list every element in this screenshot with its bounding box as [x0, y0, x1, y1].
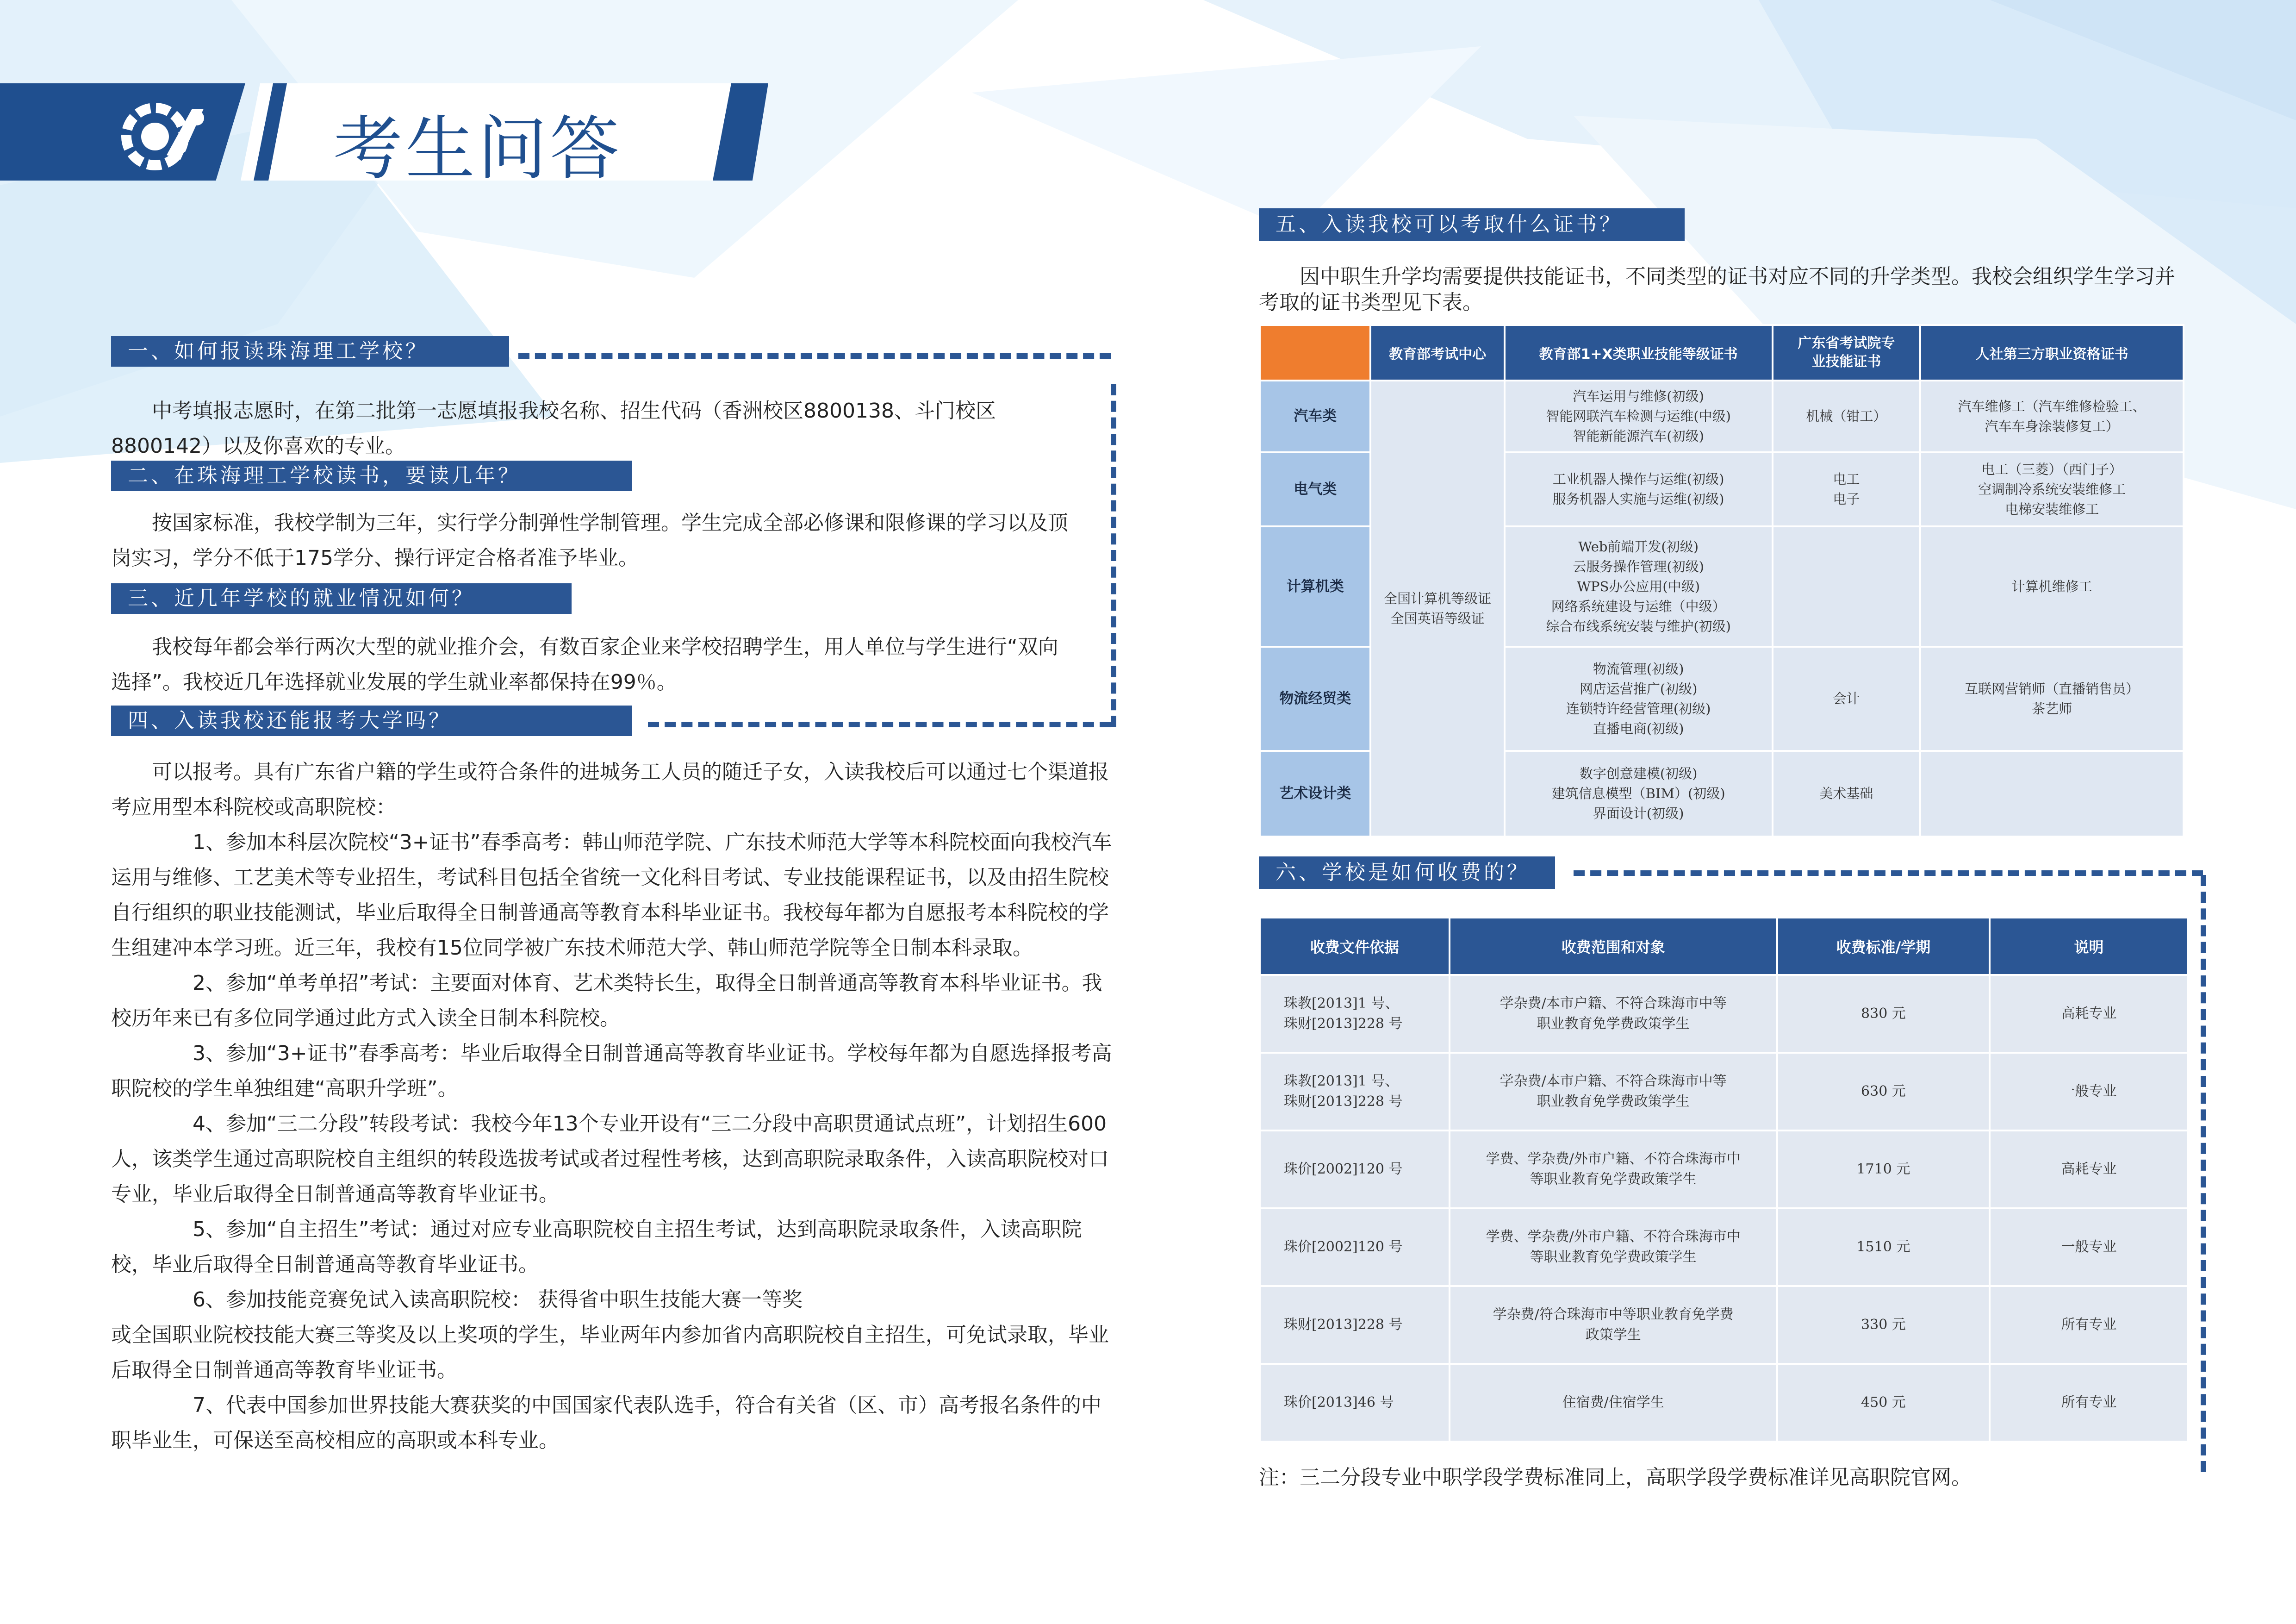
cert-category: 汽车类: [1260, 381, 1370, 452]
dashed-line-3: [1574, 870, 2203, 876]
cert-gd-cell: 电工 电子: [1773, 452, 1921, 526]
fee-note-cell: 高耗专业: [1990, 1131, 2188, 1208]
cert-gd-cell: 美术基础: [1773, 751, 1921, 837]
fee-scope-cell: 学费、学杂费/外市户籍、不符合珠海市中 等职业教育免学费政策学生: [1450, 1131, 1777, 1208]
section-1-text: 中考填报志愿时，在第二批第一志愿填报我校名称、招生代码（香洲校区8800138、斗门校区8800142）以及你喜欢的专业。: [111, 399, 996, 458]
cert-1x-cell: Web前端开发(初级) 云服务操作管理(初级) WPS办公应用(中级) 网络系统建设与运维（中级） 综合布线系统安装与维护(初级): [1505, 526, 1773, 647]
q4-paragraph: 6、参加技能竞赛免试入读高职院校： 获得省中职生技能大赛一等奖: [193, 1288, 803, 1312]
cert-gd-cell: [1773, 526, 1921, 647]
fee-amount-cell: 1710 元: [1777, 1131, 1990, 1208]
dashed-line-2: [648, 722, 1111, 727]
school-logo-icon: [111, 100, 218, 174]
fee-scope-cell: 学费、学杂费/外市户籍、不符合珠海市中 等职业教育免学费政策学生: [1450, 1208, 1777, 1286]
cert-gd-cell: 机械（钳工）: [1773, 381, 1921, 452]
cert-gd-cell: 会计: [1773, 647, 1921, 751]
dashed-line-1: [518, 353, 1111, 359]
cert-rs-cell: 计算机维修工: [1920, 526, 2184, 647]
q4-paragraph: 5、参加“自主招生”考试：通过对应专业高职院校自主招生考试，达到高职院录取条件，入读高职院校，毕业后取得全日制普通高等教育毕业证书。: [111, 1218, 1082, 1276]
fee-amount-cell: 1510 元: [1777, 1208, 1990, 1286]
section-3-text: 我校每年都会举行两次大型的就业推介会，有数百家企业来学校招聘学生，用人单位与学生进行“双向选择”。我校近几年选择就业发展的学生就业率都保持在99％。: [111, 635, 1058, 694]
fee-basis-cell: 珠价[2002]120 号: [1260, 1131, 1450, 1208]
section-4-text: [111, 755, 1120, 1458]
cert-category: 艺术设计类: [1260, 751, 1370, 837]
fee-basis-cell: 珠价[2002]120 号: [1260, 1208, 1450, 1286]
cert-header-gd: 广东省考试院专业技能证书: [1773, 325, 1921, 381]
cert-rs-cell: 互联网营销师（直播销售员） 茶艺师: [1920, 647, 2184, 751]
cert-1x-cell: 汽车运用与维修(初级) 智能网联汽车检测与运维(中级) 智能新能源汽车(初级): [1505, 381, 1773, 452]
cert-rs-cell: 电工（三菱）（西门子） 空调制冷系统安装维修工 电梯安装维修工: [1920, 452, 2184, 526]
fee-basis-cell: 珠教[2013]1 号、 珠财[2013]228 号: [1260, 1053, 1450, 1131]
fee-amount-cell: 630 元: [1777, 1053, 1990, 1131]
cert-1x-cell: 物流管理(初级) 网店运营推广(初级) 连锁特许经营管理(初级) 直播电商(初级): [1505, 647, 1773, 751]
fee-basis-cell: 珠财[2013]228 号: [1260, 1286, 1450, 1364]
q4-paragraph: 或全国职业院校技能大赛三等奖及以上奖项的学生，毕业两年内参加省内高职院校自主招生，可免试录取，毕业后取得全日制普通高等教育毕业证书。: [111, 1323, 1109, 1382]
section-4-label: 四、入读我校还能报考大学吗？: [111, 706, 632, 736]
cert-header-moe: 教育部考试中心: [1370, 325, 1504, 381]
fee-amount-cell: 450 元: [1777, 1364, 1990, 1442]
cert-shared-cell: 全国计算机等级证 全国英语等级证: [1370, 381, 1504, 837]
cert-1x-cell: 数字创意建模(初级) 建筑信息模型（BIM）(初级) 界面设计(初级): [1505, 751, 1773, 837]
section-2-text: 按国家标准，我校学制为三年，实行学分制弹性学制管理。学生完成全部必修课和限修课的学习以及顶岗实习，学分不低于175学分、操行评定合格者准予毕业。: [111, 511, 1068, 570]
section-5-label: 五、入读我校可以考取什么证书？: [1259, 208, 1685, 241]
q4-paragraph: 可以报考。具有广东省户籍的学生或符合条件的进城务工人员的随迁子女，入读我校后可以通过七个渠道报考应用型本科院校或高职院校：: [111, 760, 1109, 819]
fee-footnote: 注：三二分段专业中职学段学费标准同上，高职学段学费标准详见高职院官网。: [1259, 1466, 1972, 1489]
section-3-label: 三、近几年学校的就业情况如何？: [111, 583, 572, 614]
dashed-line-right-2: [2201, 875, 2206, 1472]
q4-paragraph: 7、代表中国参加世界技能大赛获奖的中国国家代表队选手，符合有关省（区、市）高考报名条件的中职毕业生，可保送至高校相应的高职或本科专业。: [111, 1393, 1101, 1452]
section-5-intro: 因中职生升学均需要提供技能证书，不同类型的证书对应不同的升学类型。我校会组织学生学习并考取的证书类型见下表。: [1259, 265, 2175, 314]
fee-scope-cell: 住宿费/住宿学生: [1450, 1364, 1777, 1442]
fee-basis-cell: 珠价[2013]46 号: [1260, 1364, 1450, 1442]
fee-note-cell: 一般专业: [1990, 1053, 2188, 1131]
dashed-line-right: [1111, 384, 1116, 727]
section-6-label: 六、学校是如何收费的？: [1259, 856, 1555, 889]
fee-amount-cell: 830 元: [1777, 975, 1990, 1053]
fee-note-cell: 所有专业: [1990, 1364, 2188, 1442]
fee-basis-cell: 珠教[2013]1 号、 珠财[2013]228 号: [1260, 975, 1450, 1053]
fee-scope-cell: 学杂费/符合珠海市中等职业教育免学费 政策学生: [1450, 1286, 1777, 1364]
page-title: 考生问答: [333, 109, 622, 189]
cert-category: 物流经贸类: [1260, 647, 1370, 751]
fee-header-basis: 收费文件依据: [1260, 918, 1450, 975]
fee-header-scope: 收费范围和对象: [1450, 918, 1777, 975]
q4-paragraph: 2、参加“单考单招”考试：主要面对体育、艺术类特长生，取得全日制普通高等教育本科毕业证书。我校历年来已有多位同学通过此方式入读全日制本科院校。: [111, 971, 1102, 1030]
cert-rs-cell: 汽车维修工（汽车维修检验工、 汽车车身涂装修复工）: [1920, 381, 2184, 452]
q4-paragraph: 1、参加本科层次院校“3+证书”春季高考：韩山师范学院、广东技术师范大学等本科院校面向我校汽车运用与维修、工艺美术等专业招生，考试科目包括全省统一文化科目考试、专业技能课程证书，以及由招生院校自行组织的职业技能测试，毕业后取得全日制普通高等教育本科毕业证书。我校每年都为自愿报考本科院校的学生组建冲本学习班。近三年，我校有15位同学被广东技术师范大学、韩山师范学院等全日制本科录取。: [111, 831, 1112, 960]
fee-note-cell: 一般专业: [1990, 1208, 2188, 1286]
q4-paragraph: 4、参加“三二分段”转段考试：我校今年13个专业开设有“三二分段中高职贯通试点班”，计划招生600人，该类学生通过高职院校自主组织的转段选拔考试或者过程性考核，达到高职院录取条件，入读高职院校对口专业，毕业后取得全日制普通高等教育毕业证书。: [111, 1112, 1109, 1206]
fee-header-fee: 收费标准/学期: [1777, 918, 1990, 975]
section-1-label: 一、如何报读珠海理工学校？: [111, 336, 509, 367]
section-2-label: 二、在珠海理工学校读书，要读几年？: [111, 461, 632, 491]
fee-note-cell: 高耗专业: [1990, 975, 2188, 1053]
fee-scope-cell: 学杂费/本市户籍、不符合珠海市中等 职业教育免学费政策学生: [1450, 1053, 1777, 1131]
fee-table: [1259, 917, 2189, 1443]
cert-header-blank: [1260, 325, 1370, 381]
fee-scope-cell: 学杂费/本市户籍、不符合珠海市中等 职业教育免学费政策学生: [1450, 975, 1777, 1053]
certificate-table: [1259, 324, 2184, 837]
q4-paragraph: 3、参加“3+证书”春季高考：毕业后取得全日制普通高等教育毕业证书。学校每年都为自愿选择报考高职院校的学生单独组建“高职升学班”。: [111, 1042, 1112, 1100]
cert-category: 计算机类: [1260, 526, 1370, 647]
cert-category: 电气类: [1260, 452, 1370, 526]
fee-note-cell: 所有专业: [1990, 1286, 2188, 1364]
fee-header-note: 说明: [1990, 918, 2188, 975]
cert-header-rs: 人社第三方职业资格证书: [1920, 325, 2184, 381]
cert-rs-cell: [1920, 751, 2184, 837]
cert-1x-cell: 工业机器人操作与运维(初级) 服务机器人实施与运维(初级): [1505, 452, 1773, 526]
cert-header-1x: 教育部1+X类职业技能等级证书: [1505, 325, 1773, 381]
fee-amount-cell: 330 元: [1777, 1286, 1990, 1364]
